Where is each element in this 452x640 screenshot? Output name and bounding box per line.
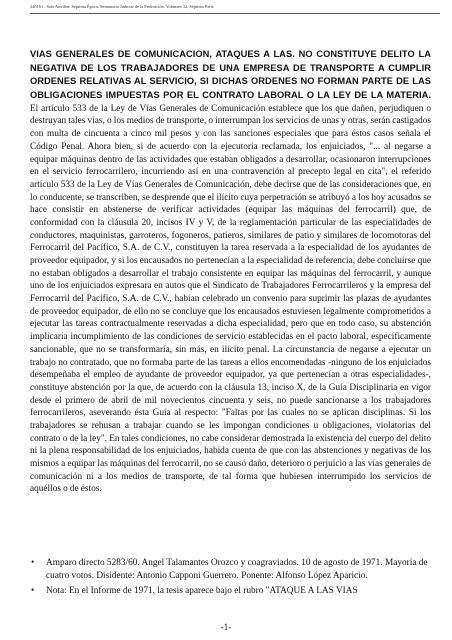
editorial-note-text: Nota: En el Informe de 1971, la tesis aparece bajo el rubro "ATAQUE A LAS VIAS: [46, 586, 358, 597]
running-header: 246161 . Sala Auxiliar. Séptima Época. Semanario Judicial de la Federación. Volumen 32, Séptima Parte: [30, 4, 214, 9]
precedent-note: [30, 557, 431, 582]
header-rule: [30, 13, 440, 14]
editorial-note: [30, 585, 431, 598]
thesis-body: [30, 48, 431, 496]
bullet-icon: •: [31, 558, 35, 568]
precedent-text: Amparo directo 5283/60. Angel Talamantes Orozco y coagraviados. 10 de agosto de 1971. Mayoría de cuatro votos. Disidente: Antonio Capponi Guerrero. Ponente: Alfonso López Aparicio.: [46, 558, 428, 581]
page-number: -1-: [220, 623, 232, 633]
thesis-rubro: VIAS GENERALES DE COMUNICACION, ATAQUES A LAS. NO CONSTITUYE DELITO LA NEGATIVA DE LOS TRABAJADORES DE UNA EMPRESA DE TRANSPORTE A CUMPLIR ORDENES RELATIVAS AL SERVICIO, SI DICHAS ORDENES NO FORMAN PARTE DE LAS OBLIGACIONES IMPUESTAS POR EL CONTRATO LABORAL O LA LEY DE LA MATERIA.: [30, 49, 431, 101]
thesis-text: El artículo 533 de la Ley de Vías Generales de Comunicación establece que los que dañen, perjudiquen o destruyan tales vías, o los medios de transporte, o interrumpan los servicios de unas y otras, serán castigados con multa de cincuenta a cinco mil pesos y con las sanciones especiales que para éstos casos señala el Código Penal. Ahora bien, si de acuerdo con la ejecutoria reclamada, los enjuiciados, "... al negarse a equipar máquinas dentro de las actividades que estaban obligados a desarrollar, ocasionaron interrupciones en el servicio ferrocarrilero, incurriendo así en una contravención al precepto legal en cita", el referido artículo 533 de la Ley de Vías Generales de Comunicación, debe decirse que de las consideraciones que, en lo conducente, se transcriben, se desprende que el ilícito cuya perpetración se atribuyó a los hoy acusados se hace consistir en abstenerse de verificar actividades (equipar las máquinas del ferrocarril) que, de conformidad con la cláusula 20, incisos IV y V, de la reglamentación particular de las especialidades de conductores, maquinistas, garroteros, fogoneros, patieros, similares de patio y similares de locomotoras del Ferrocarril del Pacífico, S.A. de C.V., constituyen la tarea reservada a la especialidad de los ayudantes de proveedor equipador, y si los encausados no pertenecían a la especialidad de referencia, debe concluirse que no estaban obligados a desarrollar el trabajo consistente en equipar las máquinas del ferrocarril, y aunque uno de los enjuiciados expresara en autos que el Sindicato de Trabajadores Ferrocarrileros y la empresa del Ferrocarril del Pacífico, S.A. de C.V., habían celebrado un convenio para suprimir las plazas de ayudantes de proveedor equipador, de ello no se concluye que los encausados estuviesen legalmente comprometidos a ejecutar las tareas contractualmente reservadas a dicha especialidad, pero que en todo caso, su abstención implicaría incumplimiento de las condiciones de servicio establecidas en el pacto laboral, específicamente sancionable, que no se transformaría, sin más, en ilícito penal. La circunstancia de negarse a ejecutar un trabajo no contratado, que no formaba parte de las tareas a ellos encomendadas -ninguno de los enjuiciados desempeñaba el empleo de ayudante de proveedor equipador, ya que pertenecían a otras especialidades-, constituye abstención por la que, de acuerdo con la cláusula 13, inciso X, de la Guía Disciplinaria en vigor desde el primero de abril de mil novecientos cincuenta y seis, no puede sancionarse a los trabajadores ferrocarrileros, aseverando ésta Guía al respecto: "Faltas por las cuales no se aplican disciplinas. Si los trabajadores se rehusan a trabajar cuando se les impongan condiciones u obligaciones, violatorias del contrato o de la ley". En tales condiciones, no cabe considerar demostrada la existencia del cuerpo del delito ni la plena responsabilidad de los enjuiciados, habida cuenta de que con las abstenciones y negativas de los mismos a equipar las máquinas del ferrocarril, no se causó daño, deterioro o perjuicio a las vías generales de comunicación ni a los medios de transporte, de tal forma que hubiesen interrumpido los servicios de aquéllos o de éstos.: [30, 103, 431, 495]
bullet-icon: •: [31, 586, 35, 597]
notes-list: [30, 557, 431, 601]
